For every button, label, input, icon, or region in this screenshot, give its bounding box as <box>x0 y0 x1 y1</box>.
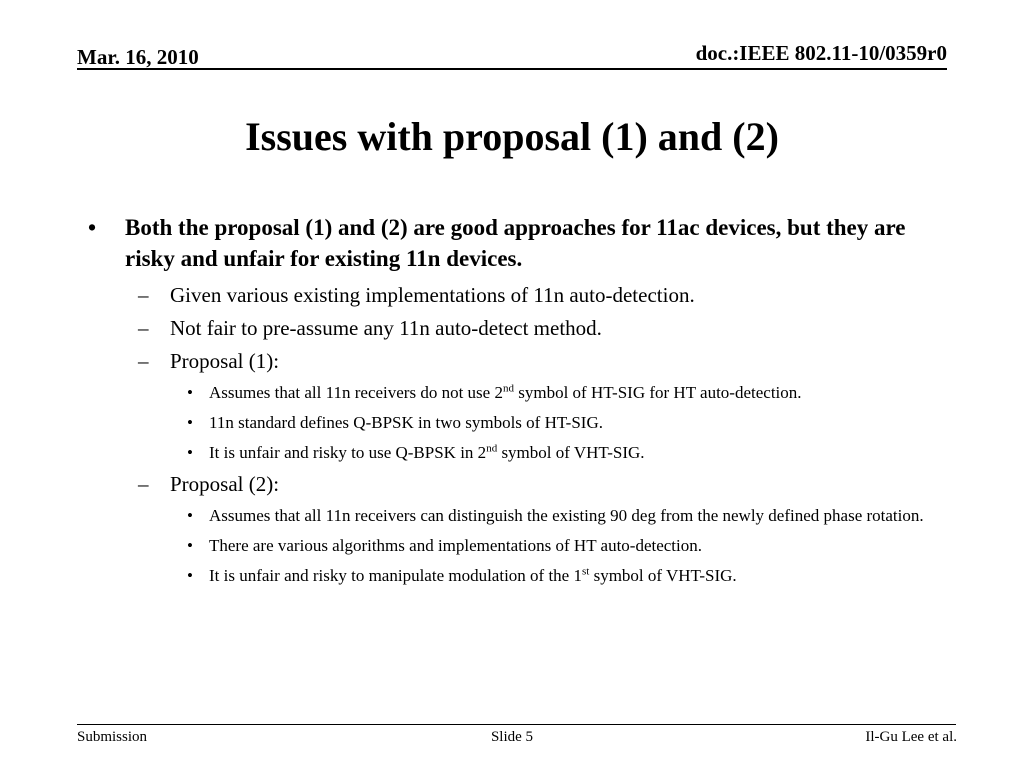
footer-slide-number: Slide 5 <box>490 729 534 745</box>
bullet-marker: • <box>88 215 97 240</box>
main-bullet <box>88 212 938 274</box>
slide-body <box>88 212 938 587</box>
detail-text: Assumes that all 11n receivers do not use 2nd symbol of HT-SIG for HT auto-detection. <box>209 382 802 402</box>
sub-bullet-text: Proposal (1): <box>170 349 280 373</box>
header-doc-id: doc.:IEEE 802.11-10/0359r0 <box>695 41 947 65</box>
dash-marker: – <box>138 283 149 307</box>
bullet-marker: • <box>187 443 193 462</box>
bullet-marker: • <box>187 383 193 402</box>
dash-marker: – <box>138 472 149 496</box>
detail-text: 11n standard defines Q-BPSK in two symbols of HT-SIG. <box>209 413 603 432</box>
main-bullet-text: Both the proposal (1) and (2) are good approaches for 11ac devices, but they are risky and unfair for existing 11n devices. <box>125 215 906 271</box>
detail-text: There are various algorithms and implementations of HT auto-detection. <box>209 536 703 555</box>
sub-bullet <box>88 315 938 341</box>
sub-bullet-proposal-1 <box>88 348 938 374</box>
detail-bullet <box>88 381 938 404</box>
sub-bullet-proposal-2 <box>88 471 938 497</box>
sub-bullet-text: Not fair to pre-assume any 11n auto-detect method. <box>170 316 602 340</box>
sub-bullet-text: Given various existing implementations of 11n auto-detection. <box>170 283 695 307</box>
footer-author: Il-Gu Lee et al. <box>865 729 957 745</box>
detail-text: It is unfair and risky to manipulate modulation of the 1st symbol of VHT-SIG. <box>209 565 737 585</box>
detail-bullet <box>88 534 938 557</box>
detail-bullet <box>88 564 938 587</box>
detail-text: It is unfair and risky to use Q-BPSK in 2nd symbol of VHT-SIG. <box>209 442 645 462</box>
detail-text: Assumes that all 11n receivers can distinguish the existing 90 deg from the newly defined phase rotation. <box>209 506 924 525</box>
bullet-marker: • <box>187 506 193 525</box>
sub-bullet <box>88 282 938 308</box>
bullet-marker: • <box>187 413 193 432</box>
sub-bullet-text: Proposal (2): <box>170 472 280 496</box>
header-divider <box>77 68 947 70</box>
slide-title: Issues with proposal (1) and (2) <box>245 114 779 159</box>
detail-bullet <box>88 441 938 464</box>
detail-bullet <box>88 504 938 527</box>
bullet-marker: • <box>187 536 193 555</box>
dash-marker: – <box>138 316 149 340</box>
dash-marker: – <box>138 349 149 373</box>
header-date: Mar. 16, 2010 <box>77 45 199 69</box>
bullet-marker: • <box>187 566 193 585</box>
footer-divider <box>77 724 956 725</box>
footer-submission: Submission <box>77 729 148 745</box>
detail-bullet <box>88 411 938 434</box>
